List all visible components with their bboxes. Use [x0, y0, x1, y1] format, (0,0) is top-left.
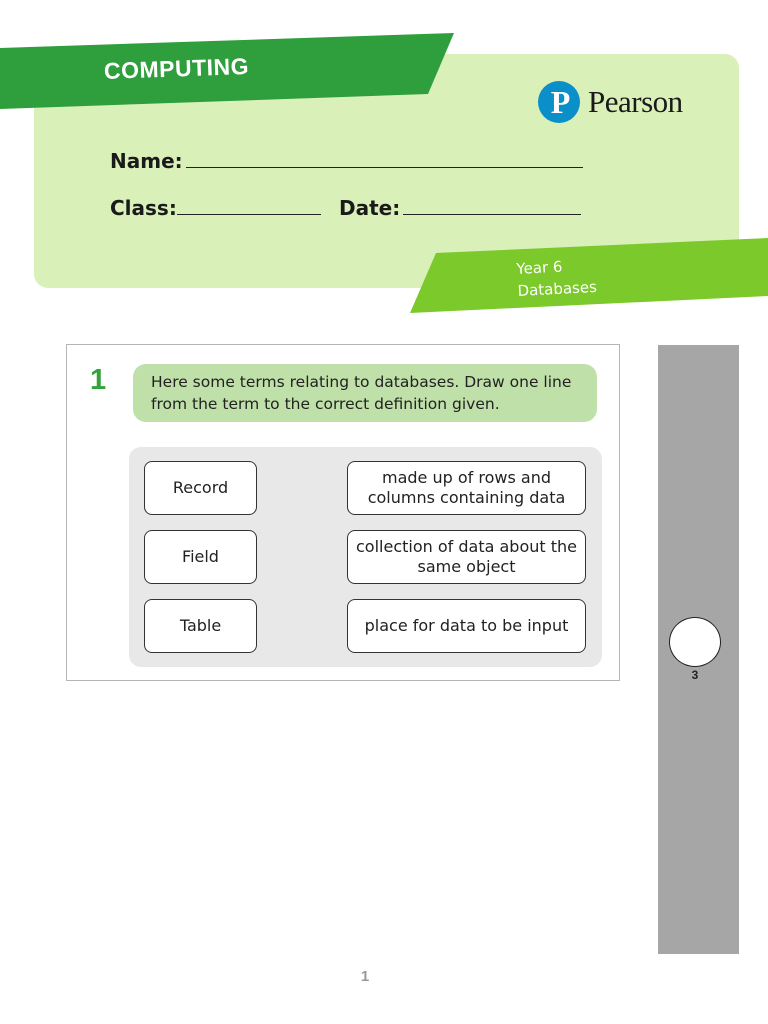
name-label: Name: [110, 149, 183, 173]
year-topic-label [516, 254, 598, 302]
mark-box[interactable] [669, 617, 721, 667]
pearson-logo-icon: P [538, 81, 580, 123]
date-label: Date: [339, 196, 401, 220]
term-field[interactable]: Field [144, 530, 257, 584]
topic-label: Databases [517, 277, 598, 300]
year-label: Year 6 [515, 257, 563, 279]
term-record[interactable]: Record [144, 461, 257, 515]
question-prompt: Here some terms relating to databases. Draw one line from the term to the correct definition given. [133, 364, 597, 422]
definition-same-object[interactable]: collection of data about the same object [347, 530, 586, 584]
year-banner [0, 230, 768, 320]
question-number: 1 [90, 364, 107, 396]
subject-title: COMPUTING [103, 52, 250, 84]
term-table[interactable]: Table [144, 599, 257, 653]
date-field[interactable] [403, 214, 581, 215]
definition-data-input[interactable]: place for data to be input [347, 599, 586, 653]
publisher-name: Pearson [588, 84, 683, 119]
class-label: Class: [110, 196, 177, 220]
name-field[interactable] [186, 167, 583, 168]
available-marks: 3 [691, 668, 699, 682]
definition-rows-columns[interactable]: made up of rows and columns containing data [347, 461, 586, 515]
class-field[interactable] [177, 214, 321, 215]
page-number: 1 [360, 968, 370, 985]
publisher-logo [538, 81, 683, 123]
